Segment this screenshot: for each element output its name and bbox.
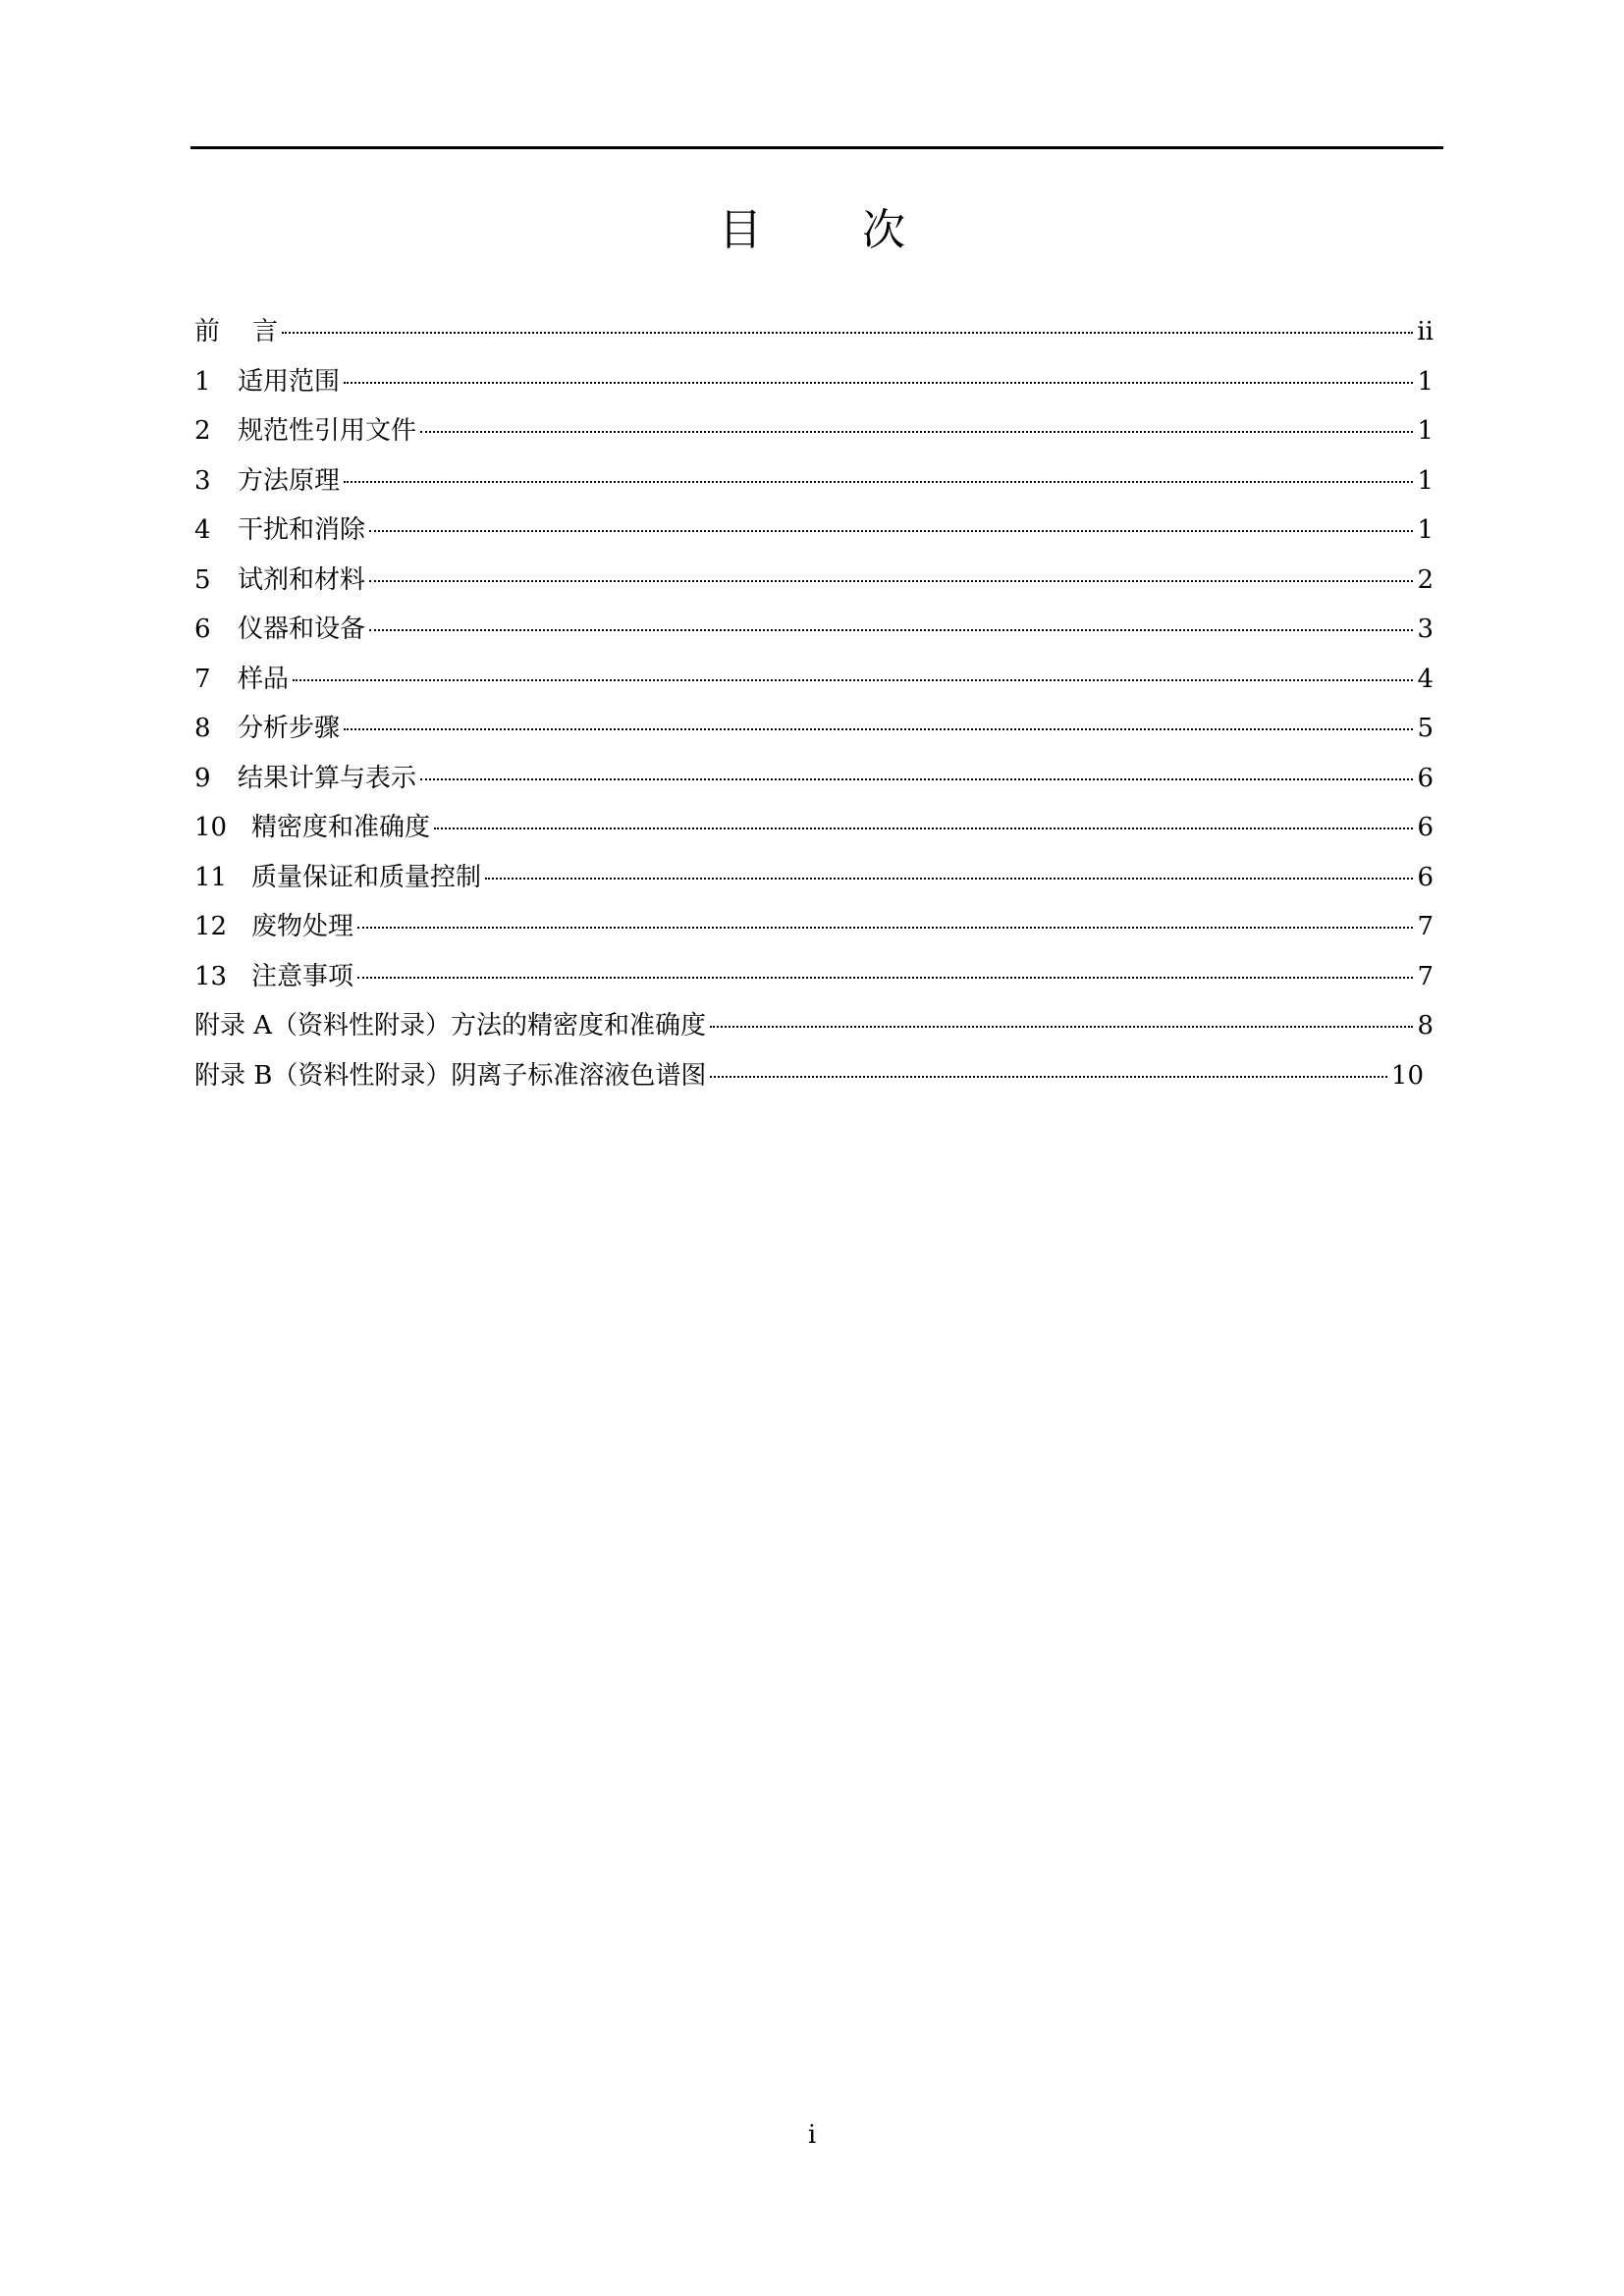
toc-page-number: 1	[1417, 515, 1434, 545]
toc-entry-number: 10	[194, 813, 228, 842]
toc-entry-label: 规范性引用文件	[238, 416, 417, 446]
toc-entry-number: 9	[194, 763, 211, 793]
toc-entry-label: 附录 B（资料性附录）阴离子标准溶液色谱图	[194, 1060, 707, 1091]
toc-entry-13[interactable]	[194, 952, 1434, 1002]
toc-list	[194, 307, 1434, 1100]
toc-page-number: 6	[1417, 763, 1434, 793]
toc-entry-4[interactable]	[194, 506, 1434, 556]
toc-entry-number: 2	[194, 416, 211, 446]
toc-dot-leader	[420, 778, 1413, 780]
toc-entry-10[interactable]	[194, 803, 1434, 853]
toc-entry-number: 1	[194, 366, 211, 397]
toc-entry-5[interactable]	[194, 556, 1434, 606]
toc-dot-leader	[710, 1076, 1387, 1078]
toc-entry-12[interactable]	[194, 902, 1434, 952]
toc-entry-foreword[interactable]	[194, 307, 1434, 357]
toc-page-number: 7	[1417, 912, 1434, 941]
toc-entry-number: 11	[194, 862, 228, 892]
toc-dot-leader	[369, 580, 1413, 582]
toc-entry-9[interactable]	[194, 754, 1434, 804]
toc-entry-label: 废物处理	[251, 912, 354, 941]
toc-entry-label: 干扰和消除	[238, 515, 366, 545]
toc-page-number: 1	[1417, 416, 1434, 446]
toc-entry-label: 适用范围	[238, 366, 341, 397]
toc-entry-label: 注意事项	[251, 961, 354, 991]
footer-page-number: i	[807, 2120, 817, 2150]
toc-entry-label: 分析步骤	[238, 714, 341, 743]
toc-entry-number: 12	[194, 912, 228, 941]
toc-entry-number: 3	[194, 465, 211, 496]
toc-entry-appendix-a[interactable]	[194, 1001, 1434, 1051]
toc-dot-leader	[293, 679, 1413, 681]
toc-page-number: 8	[1417, 1011, 1434, 1041]
toc-entry-number: 6	[194, 614, 211, 644]
toc-dot-leader	[420, 431, 1413, 433]
toc-page-number: 1	[1417, 366, 1434, 397]
toc-entry-6[interactable]	[194, 605, 1434, 655]
toc-entry-number: 4	[194, 515, 211, 545]
toc-dot-leader	[282, 332, 1413, 334]
toc-entry-7[interactable]	[194, 655, 1434, 705]
toc-entry-label: 附录 A（资料性附录）方法的精密度和准确度	[194, 1011, 707, 1041]
toc-entry-label: 仪器和设备	[238, 614, 366, 644]
toc-title: 目 次	[719, 205, 948, 255]
toc-entry-3[interactable]	[194, 456, 1434, 507]
toc-page-number: 10	[1390, 1060, 1424, 1091]
toc-dot-leader	[710, 1026, 1413, 1028]
toc-dot-leader	[344, 728, 1413, 730]
toc-entry-8[interactable]	[194, 704, 1434, 754]
toc-entry-label: 精密度和准确度	[251, 813, 431, 842]
toc-dot-leader	[344, 481, 1413, 483]
toc-page-number: 4	[1417, 664, 1434, 694]
toc-dot-leader	[485, 878, 1413, 880]
toc-dot-leader	[369, 629, 1413, 631]
toc-entry-label: 质量保证和质量控制	[251, 862, 482, 892]
toc-page-number: 1	[1417, 465, 1434, 496]
toc-dot-leader	[369, 530, 1413, 532]
toc-page-number: 7	[1417, 961, 1434, 991]
toc-entry-label: 结果计算与表示	[238, 763, 417, 793]
toc-entry-number: 13	[194, 961, 228, 991]
toc-page-number: 6	[1417, 813, 1434, 842]
header-rule	[190, 146, 1443, 149]
toc-entry-label: 前 言	[194, 317, 279, 347]
toc-entry-label: 试剂和材料	[238, 564, 366, 595]
toc-page-number: 6	[1417, 862, 1434, 892]
toc-entry-number: 7	[194, 664, 211, 694]
toc-entry-label: 样品	[238, 664, 290, 694]
toc-entry-appendix-b[interactable]	[194, 1051, 1434, 1101]
toc-entry-11[interactable]	[194, 853, 1434, 903]
toc-dot-leader	[344, 382, 1413, 384]
toc-dot-leader	[357, 977, 1413, 979]
toc-dot-leader	[357, 927, 1413, 929]
toc-page-number: 5	[1417, 714, 1434, 743]
toc-dot-leader	[434, 828, 1413, 829]
toc-entry-number: 8	[194, 714, 211, 743]
toc-page-number: 2	[1417, 564, 1434, 595]
toc-entry-2[interactable]	[194, 406, 1434, 456]
toc-page-number: ii	[1417, 317, 1434, 347]
toc-entry-1[interactable]	[194, 357, 1434, 407]
toc-entry-number: 5	[194, 564, 211, 595]
toc-page-number: 3	[1417, 614, 1434, 644]
toc-entry-label: 方法原理	[238, 465, 341, 496]
